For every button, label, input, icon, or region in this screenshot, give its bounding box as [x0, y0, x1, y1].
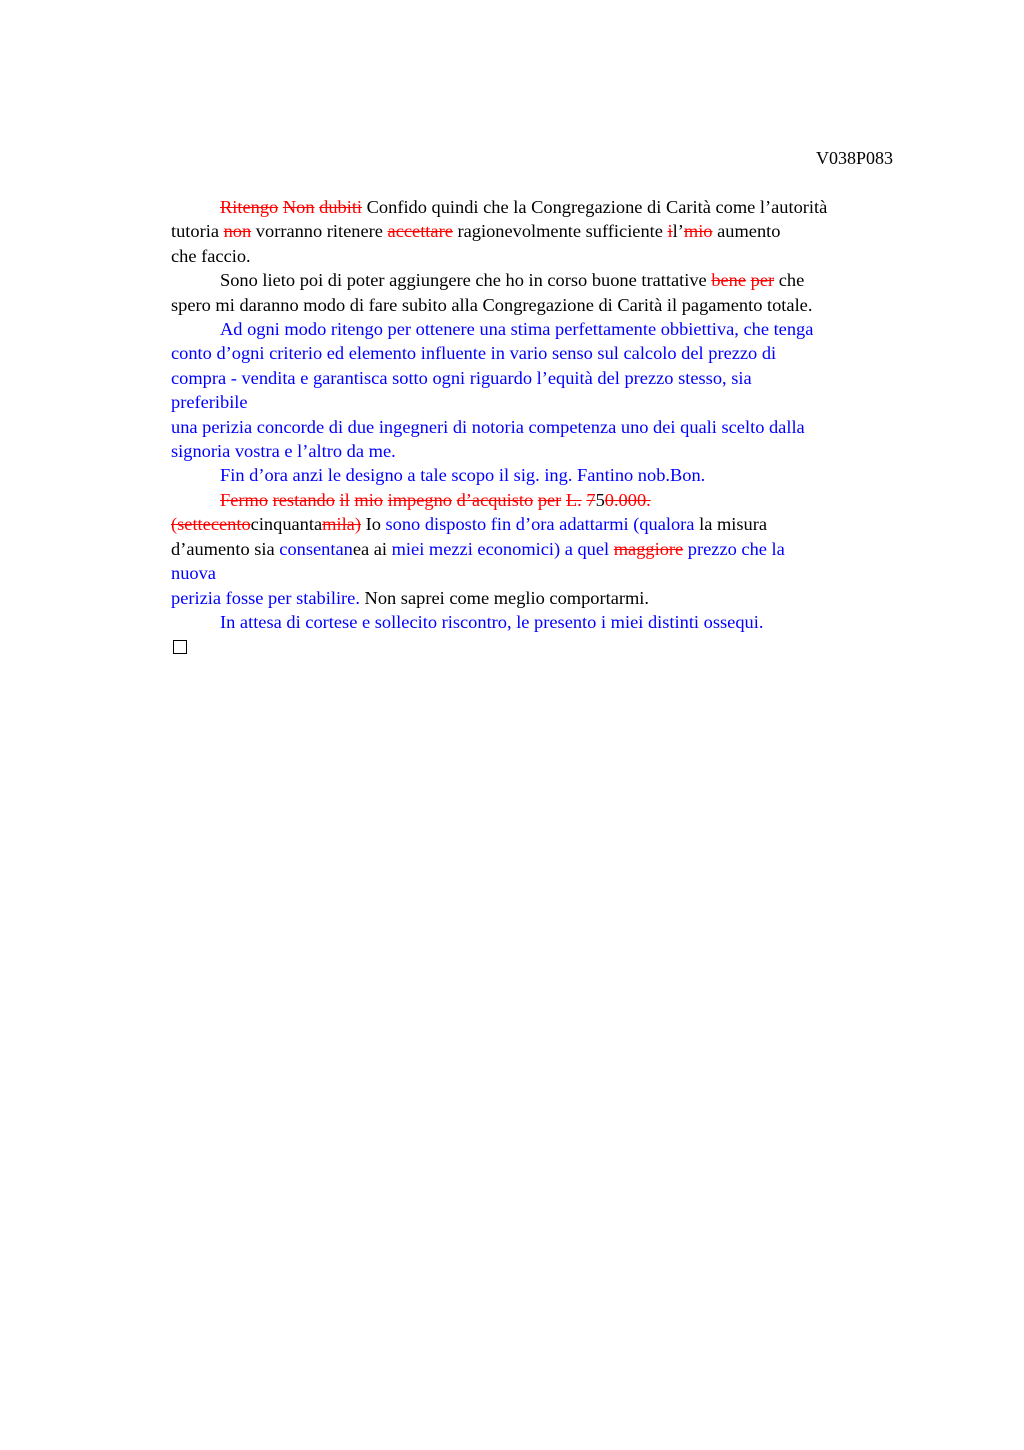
- text-line: [171, 610, 905, 634]
- text-line: [171, 195, 905, 219]
- deleted-text: Ritengo: [220, 197, 279, 217]
- deleted-text: mila): [322, 514, 361, 535]
- text-line: [171, 439, 905, 463]
- text-line: [171, 244, 905, 268]
- deleted-text: per: [537, 489, 562, 510]
- deleted-text: Fermo: [220, 489, 269, 510]
- original-text: Non saprei come meglio comportarmi.: [359, 587, 649, 608]
- original-text: la misura: [699, 514, 768, 535]
- deleted-text: 0.000.: [604, 489, 651, 510]
- deleted-text: L.: [565, 489, 582, 510]
- text-line: [171, 366, 905, 390]
- added-text: sono disposto fin d’ora adattarmi (qualora: [385, 514, 700, 535]
- end-of-text-box-icon: [173, 640, 187, 654]
- added-text: perizia fosse per stabilire.: [171, 587, 360, 608]
- added-text: nuova: [171, 563, 216, 584]
- text-line: [171, 268, 905, 292]
- text-line: [171, 488, 905, 512]
- original-text: che: [774, 270, 805, 291]
- deleted-text: (settecento: [171, 514, 251, 535]
- deleted-text: Non: [282, 197, 315, 217]
- text-line: [171, 463, 905, 487]
- original-text: che faccio.: [171, 245, 251, 266]
- deleted-text: i: [667, 221, 673, 242]
- added-text: signoria vostra e l’altro da me.: [171, 441, 396, 462]
- deleted-text: bene: [711, 270, 747, 291]
- deleted-text: d’acquisto: [456, 489, 534, 510]
- added-text: miei mezzi economici) a quel: [391, 538, 614, 559]
- original-text: ragionevolmente sufficiente: [452, 221, 668, 242]
- added-text: In attesa di cortese e sollecito riscontro, le presento i miei distinti ossequi.: [220, 611, 764, 632]
- deleted-text: restando: [272, 489, 335, 510]
- deleted-text: mio: [354, 489, 384, 510]
- original-text: Sono lieto poi di poter aggiungere che ho in corso buone trattative: [220, 270, 712, 291]
- document-id: V038P083: [815, 148, 893, 168]
- original-text: spero mi daranno modo di fare subito alla Congregazione di Carità il pagamento totale.: [171, 294, 813, 315]
- original-text: l’: [672, 221, 684, 242]
- deleted-text: per: [750, 270, 775, 291]
- original-text: Io: [360, 514, 386, 535]
- text-line: [171, 586, 905, 610]
- text-line: [171, 561, 905, 585]
- text-line: [171, 512, 905, 536]
- text-line: [171, 341, 905, 365]
- original-text: vorranno ritenere: [251, 221, 388, 242]
- original-text: d’aumento sia: [171, 538, 280, 559]
- original-text: tutoria: [171, 221, 224, 242]
- original-text: ea ai: [352, 538, 392, 559]
- deleted-text: 7: [586, 489, 596, 510]
- original-text: aumento: [712, 221, 781, 242]
- added-text: Fin d’ora anzi le designo a tale scopo il sig. ing. Fantino nob.Bon.: [220, 465, 706, 486]
- deleted-text: accettare: [387, 221, 453, 242]
- added-text: compra - vendita e garantisca sotto ogni riguardo l’equità del prezzo stesso, sia: [171, 367, 752, 388]
- letter-body: [171, 195, 905, 654]
- text-line: [171, 415, 905, 439]
- deleted-text: non: [223, 221, 252, 242]
- added-text: Ad ogni modo ritengo per ottenere una stima perfettamente obbiettiva, che tenga: [220, 319, 814, 340]
- deleted-text: dubiti: [319, 197, 363, 217]
- added-text: una perizia concorde di due ingegneri di notoria competenza uno dei quali scelto dalla: [171, 416, 805, 437]
- added-text: prezzo che la: [683, 538, 785, 559]
- deleted-text: mio: [683, 221, 713, 242]
- added-text: consentan: [279, 538, 353, 559]
- text-line: [171, 537, 905, 561]
- original-text: 5: [595, 489, 605, 510]
- deleted-text: il: [339, 489, 350, 510]
- added-text: preferibile: [171, 392, 248, 413]
- deleted-text: maggiore: [613, 538, 684, 559]
- original-text: Confido quindi che la Congregazione di Carità come l’autorità: [366, 197, 828, 217]
- original-text: cinquanta: [250, 514, 323, 535]
- text-line: [171, 219, 905, 243]
- added-text: conto d’ogni criterio ed elemento influente in vario senso sul calcolo del prezzo di: [171, 343, 777, 364]
- deleted-text: impegno: [387, 489, 452, 510]
- text-line: [171, 293, 905, 317]
- text-line: [171, 390, 905, 414]
- text-line: [171, 317, 905, 341]
